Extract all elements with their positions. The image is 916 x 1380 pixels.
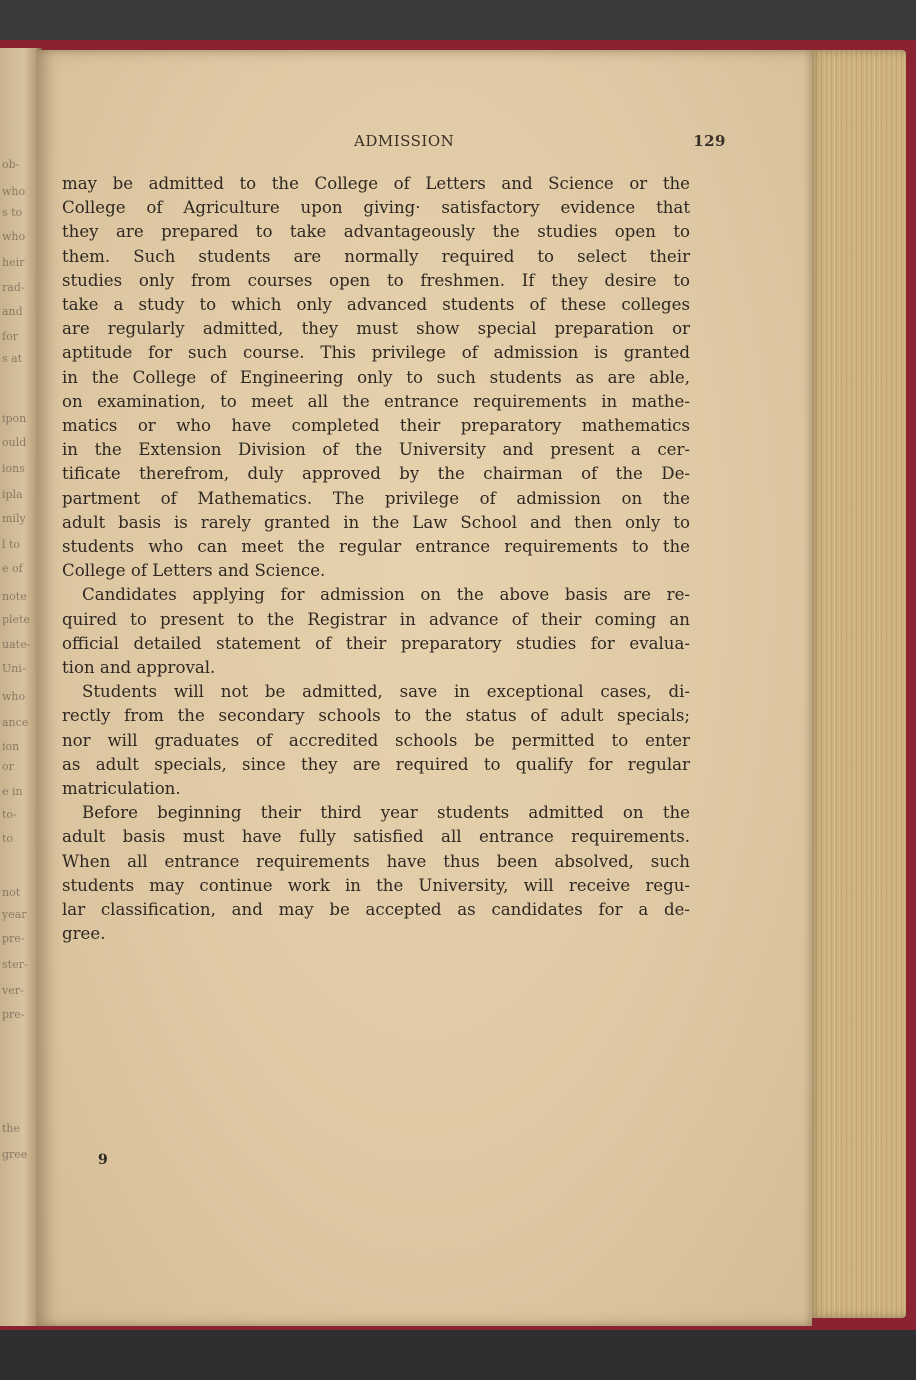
scan-backdrop: [0, 1326, 916, 1380]
paragraph: [62, 680, 690, 801]
text-line: as adult specials, since they are required to qualify for regular: [62, 754, 690, 774]
text-line: nor will graduates of accredited schools be permitted to enter: [62, 730, 690, 750]
text-line: lar classification, and may be accepted as candidates for a de-: [62, 900, 690, 920]
left-page-fragment: and: [2, 305, 23, 318]
text-line: partment of Mathematics. The privilege of admission on the: [62, 488, 690, 508]
left-page-fragment: who: [2, 185, 26, 198]
text-line: in the College of Engineering only to such students as are able,: [62, 367, 690, 387]
left-page-fragment: to-: [2, 808, 17, 821]
left-page-fragment: note: [2, 590, 27, 603]
left-page-fragment: gree: [2, 1148, 28, 1161]
text-line: Candidates applying for admission on the above basis are re-: [82, 585, 690, 605]
running-title: ADMISSION: [354, 132, 455, 150]
text-line: official detailed statement of their preparatory studies for evalua-: [62, 633, 690, 653]
text-line: quired to present to the Registrar in advance of their coming an: [62, 609, 690, 629]
left-page-fragment: s at: [2, 352, 23, 365]
text-line: are regularly admitted, they must show special preparation or: [62, 319, 690, 339]
left-page-fragment: ipon: [2, 412, 27, 425]
text-line: studies only from courses open to freshmen. If they desire to: [62, 270, 690, 290]
text-line: adult basis must have fully satisfied all entrance requirements.: [62, 827, 690, 847]
running-head: [306, 132, 726, 152]
left-page-fragment: uate-: [2, 638, 31, 651]
left-page-fragment: l to: [2, 538, 21, 551]
left-page-fragment: who: [2, 690, 26, 703]
text-line: tificate therefrom, duly approved by the chairman of the De-: [62, 464, 690, 484]
paragraph: [62, 172, 690, 583]
left-page-fragment: ster-: [2, 958, 28, 971]
left-page-fragment: or: [2, 760, 14, 773]
paragraph: [62, 583, 690, 680]
left-page-fragment: s to: [2, 206, 23, 219]
left-page-fragment: ob-: [2, 158, 20, 171]
left-page-fragment: ipla: [2, 488, 23, 501]
text-line: students may continue work in the University, will receive regu-: [62, 875, 690, 895]
text-line: Students will not be admitted, save in exceptional cases, di-: [82, 682, 690, 702]
text-line: may be admitted to the College of Letters and Science or the: [62, 174, 690, 193]
left-page-fragment: ions: [2, 462, 25, 475]
text-line: College of Letters and Science.: [62, 561, 326, 581]
left-page-fragment: e of: [2, 562, 23, 575]
paragraph: [62, 801, 690, 946]
text-line: When all entrance requirements have thus been absolved, such: [62, 851, 690, 871]
text-line: on examination, to meet all the entrance requirements in mathe-: [62, 391, 690, 411]
text-line: students who can meet the regular entrance requirements to the: [62, 537, 690, 557]
left-page-fragment: ion: [2, 740, 20, 753]
text-line: take a study to which only advanced students of these colleges: [62, 295, 690, 315]
page-fore-edge: [808, 50, 906, 1318]
page-number: 129: [693, 132, 726, 150]
text-line: aptitude for such course. This privilege of admission is granted: [62, 343, 690, 363]
book-page: [36, 50, 812, 1326]
text-line: matriculation.: [62, 779, 181, 799]
left-page-fragment: not: [2, 886, 21, 899]
text-line: in the Extension Division of the University and present a cer-: [62, 440, 690, 460]
text-line: matics or who have completed their preparatory mathematics: [62, 416, 690, 436]
body-text: [62, 172, 690, 947]
left-page-fragment: who: [2, 230, 26, 243]
text-line: tion and approval.: [62, 658, 216, 678]
text-line: gree.: [62, 924, 106, 944]
left-page-fragment: e in: [2, 785, 23, 798]
left-page-fragment: ance: [2, 716, 29, 729]
left-page-fragment: rad-: [2, 281, 25, 294]
left-page-fragment: mily: [2, 512, 26, 525]
left-page-fragment: the: [2, 1122, 21, 1135]
left-page-fragment: heir: [2, 256, 25, 269]
signature-mark: 9: [98, 1152, 108, 1168]
left-page-fragment: ver-: [2, 984, 24, 997]
text-line: they are prepared to take advantageously the studies open to: [62, 222, 690, 242]
left-page-fragment: to: [2, 832, 14, 845]
left-page-fragment: for: [2, 330, 18, 343]
text-line: adult basis is rarely granted in the Law School and then only to: [62, 512, 690, 532]
left-page-fragment: pre-: [2, 1008, 25, 1021]
text-line: rectly from the secondary schools to the status of adult specials;: [62, 706, 690, 726]
left-page-fragment: pre-: [2, 932, 25, 945]
left-page-fragment: year: [2, 908, 27, 921]
text-line: Before beginning their third year students admitted on the: [82, 803, 690, 823]
left-page-fragment: ould: [2, 436, 27, 449]
text-line: them. Such students are normally required to select their: [62, 246, 690, 266]
text-line: College of Agriculture upon giving· satisfactory evidence that: [62, 198, 690, 218]
left-page-fragment: plete: [2, 613, 30, 626]
left-page-fragment: Uni-: [2, 662, 26, 675]
